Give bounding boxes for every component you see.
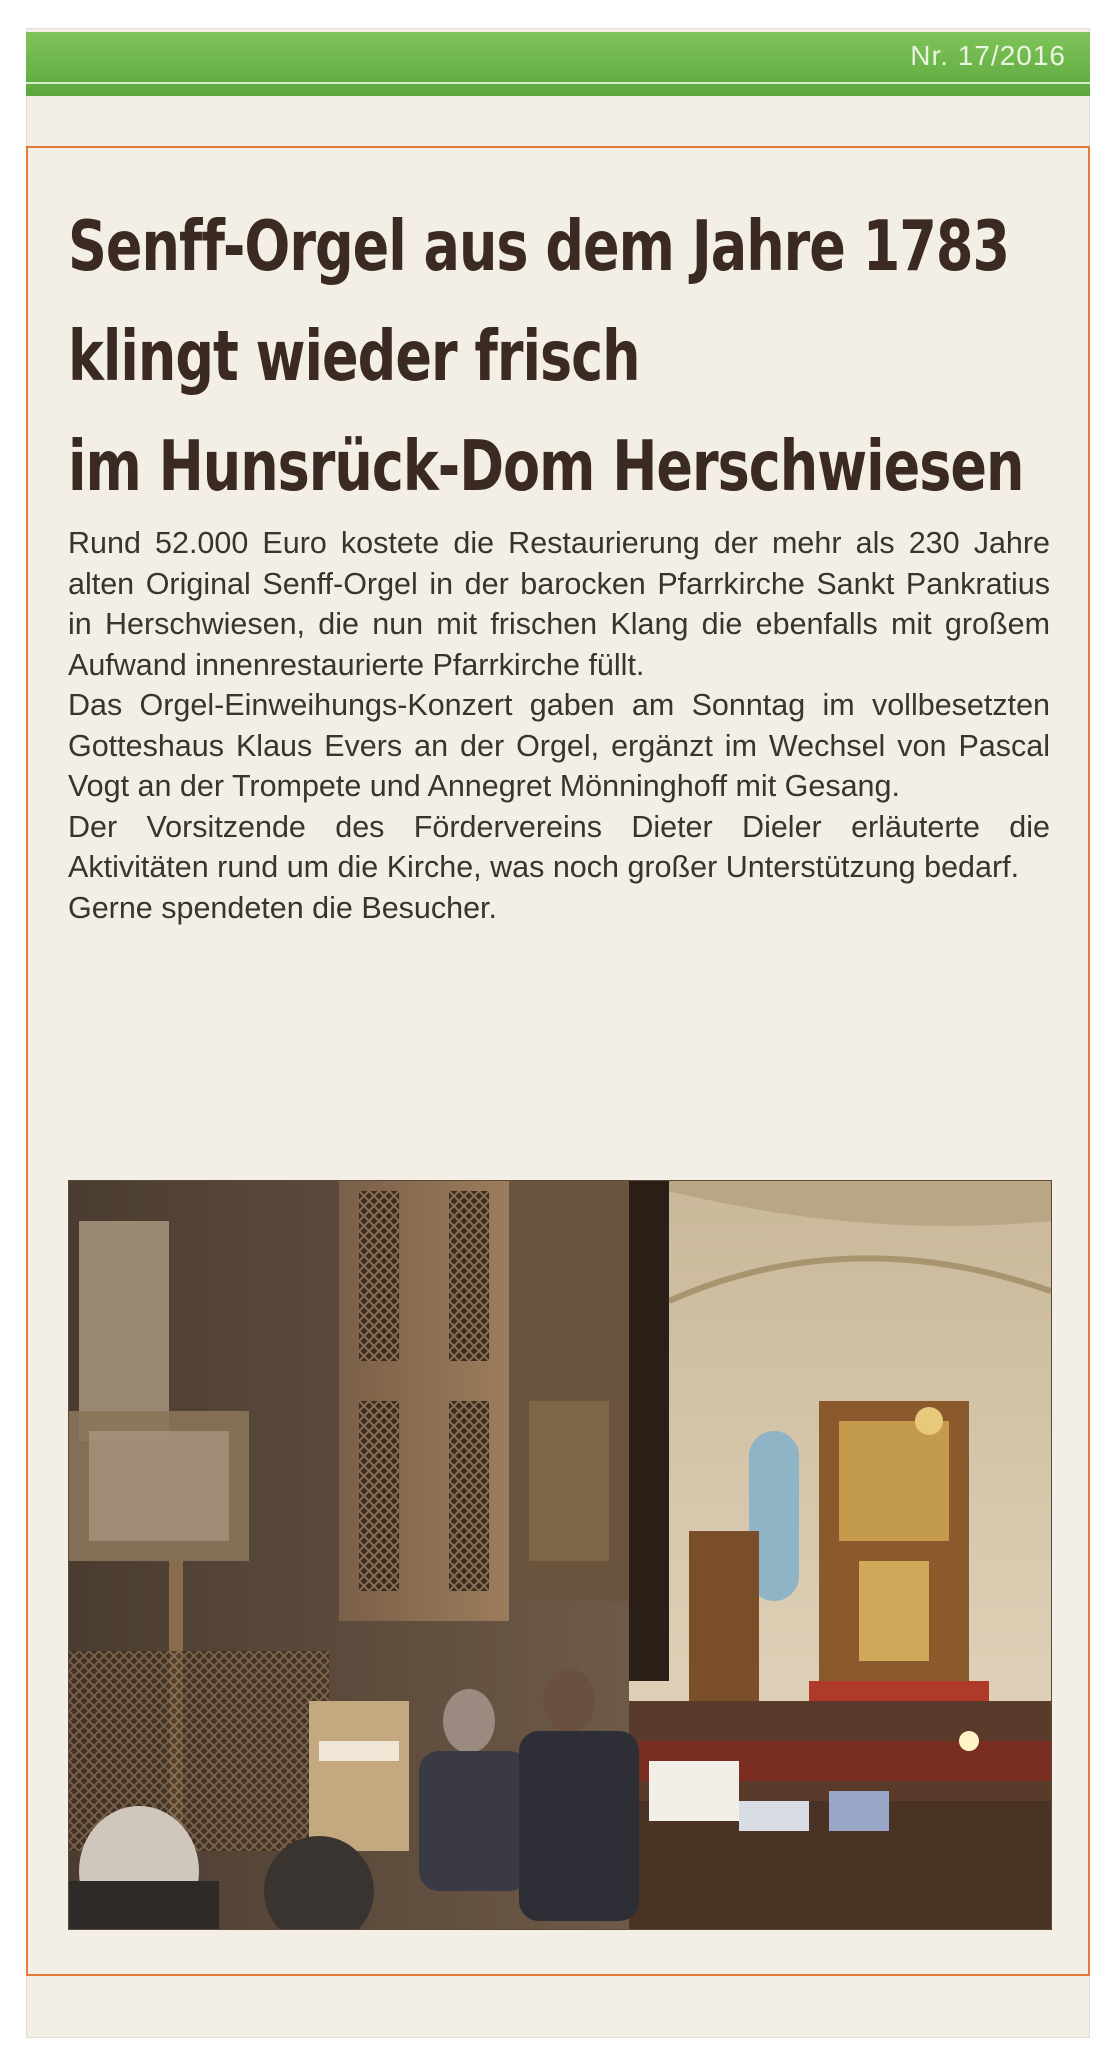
article-body	[68, 523, 1050, 928]
headline-line: im Hunsrück-Dom Herschwiesen	[68, 426, 1024, 507]
organ-church-photo	[69, 1181, 1051, 1929]
issue-number: Nr. 17/2016	[910, 40, 1066, 71]
headline-line: klingt wieder frisch	[68, 316, 640, 397]
article-paragraph: Gerne spendeten die Besucher.	[68, 890, 497, 925]
article-paragraph: Rund 52.000 Euro kostete die Restaurierung der mehr als 230 Jahre alten Original Senff-Orgel in der barocken Pfarrkirche Sankt Pankratius in Herschwiesen, die nun mit frischen Klang die ebenfalls mit großem Aufwand innenrestaurierte Pfarrkirche füllt.	[68, 526, 1050, 682]
article-paragraph: Das Orgel-Einweihungs-Konzert gaben am Sonntag im vollbesetzten Gotteshaus Klaus Evers an der Orgel, ergänzt im Wechsel von Pascal Vogt an der Trompete und Annegret Mönninghoff mit Gesang.	[68, 688, 1050, 803]
article-paragraph: Der Vorsitzende des Fördervereins Dieter Dieler erläuterte die Aktivitäten rund um die Kirche, was noch großer Unterstützung bedarf.	[68, 809, 1050, 884]
header-bar	[26, 32, 1090, 96]
article-photo	[68, 1180, 1052, 1930]
header-rule	[26, 82, 1090, 84]
article-headline	[68, 192, 1048, 522]
headline-line: Senff-Orgel aus dem Jahre 1783	[68, 206, 1010, 287]
